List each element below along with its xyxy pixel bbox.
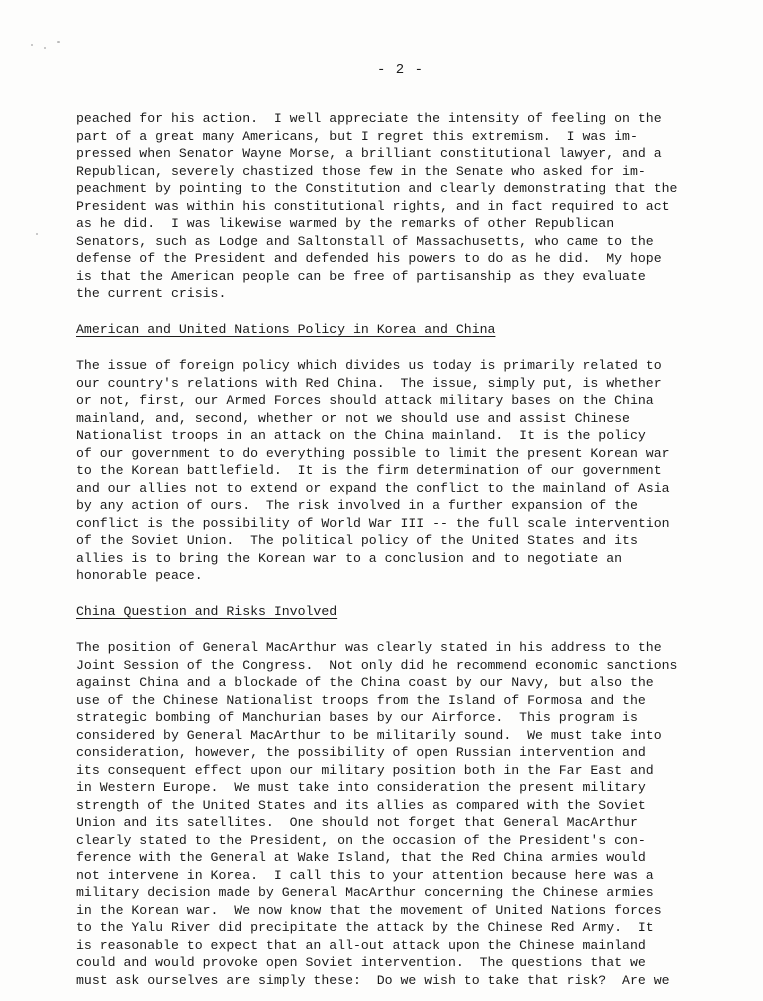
text-line: of our government to do everything possible to limit the present Korean war [76, 445, 670, 461]
text-line: Nationalist troops in an attack on the China mainland. It is the policy [76, 428, 646, 443]
text-line: is that the American people can be free of partisanship as they evaluate [76, 268, 646, 284]
page-number: - 2 - [376, 62, 424, 78]
text-line: in the Korean war. We now know that the movement of United Nations forces [76, 902, 662, 918]
text-line: allies is to bring the Korean war to a conclusion and to negotiate an [76, 550, 623, 566]
text-line: and our allies not to extend or expand the conflict to the mainland of Asia [76, 480, 670, 496]
paragraph-2 [76, 357, 686, 585]
text-line: pressed when Senator Wayne Morse, a brilliant constitutional lawyer, and a [76, 146, 662, 161]
text-line: The issue of foreign policy which divides us today is primarily related to [76, 358, 662, 373]
text-line: by any action of ours. The risk involved in a further expansion of the [76, 498, 638, 513]
text-line: must ask ourselves are simply these: Do we wish to take that risk? Are we [76, 972, 670, 988]
text-line: to the Yalu River did precipitate the attack by the Chinese Red Army. It [76, 920, 654, 935]
text-line: Senators, such as Lodge and Saltonstall of Massachusetts, who came to the [76, 233, 654, 249]
text-line: is reasonable to expect that an all-out attack upon the Chinese mainland [76, 937, 646, 953]
text-line: against China and a blockade of the China coast by our Navy, but also the [76, 675, 654, 690]
text-line: President was within his constitutional rights, and in fact required to act [76, 198, 670, 214]
text-line: defense of the President and defended his powers to do as he did. My hope [76, 251, 662, 266]
text-line: or not, first, our Armed Forces should attack military bases on the China [76, 393, 654, 408]
paragraph-1 [76, 110, 686, 303]
text-line: mainland, and, second, whether or not we should use and assist Chinese [76, 410, 630, 426]
text-line: our country's relations with Red China. The issue, simply put, is whether [76, 375, 662, 391]
text-line: of the Soviet Union. The political policy of the United States and its [76, 533, 638, 548]
text-line: not intervene in Korea. I call this to your attention because here was a [76, 867, 654, 883]
text-line: could and would provoke open Soviet intervention. The questions that we [76, 955, 646, 970]
section-heading-china-question: China Question and Risks Involved [76, 603, 338, 619]
text-line: conflict is the possibility of World War III -- the full scale intervention [76, 515, 670, 531]
paper-speck [57, 41, 60, 43]
text-line: as he did. I was likewise warmed by the remarks of other Republican [76, 216, 615, 231]
paper-speck [31, 44, 33, 46]
text-line: consideration, however, the possibility of open Russian intervention and [76, 745, 646, 760]
text-line: strategic bombing of Manchurian bases by our Airforce. This program is [76, 710, 638, 725]
text-line: Republican, severely chastized those few in the Senate who asked for im- [76, 163, 646, 179]
text-line: Union and its satellites. One should not forget that General MacArthur [76, 815, 638, 830]
text-line: to the Korean battlefield. It is the firm determination of our government [76, 463, 662, 478]
text-line: strength of the United States and its allies as compared with the Soviet [76, 797, 646, 813]
document-body [76, 110, 686, 989]
paper-speck [44, 47, 46, 49]
text-line: Joint Session of the Congress. Not only did he recommend economic sanctions [76, 657, 678, 673]
text-line: clearly stated to the President, on the occasion of the President's con- [76, 832, 646, 848]
text-line: honorable peace. [76, 568, 203, 583]
text-line: The position of General MacArthur was clearly stated in his address to the [76, 640, 662, 655]
text-line: in Western Europe. We must take into consideration the present military [76, 780, 646, 795]
text-line: part of a great many Americans, but I regret this extremism. I was im- [76, 128, 638, 144]
section-heading-korea-china-policy: American and United Nations Policy in Korea and China [76, 321, 496, 337]
text-line: its consequent effect upon our military position both in the Far East and [76, 762, 654, 778]
text-line: the current crisis. [76, 286, 227, 301]
text-line: ference with the General at Wake Island, that the Red China armies would [76, 850, 646, 865]
text-line: peached for his action. I well appreciate the intensity of feeling on the [76, 111, 662, 126]
text-line: peachment by pointing to the Constitution and clearly demonstrating that the [76, 181, 678, 196]
text-line: use of the Chinese Nationalist troops from the Island of Formosa and the [76, 692, 646, 708]
text-line: considered by General MacArthur to be militarily sound. We must take into [76, 727, 662, 743]
paragraph-3 [76, 639, 686, 989]
text-line: military decision made by General MacArthur concerning the Chinese armies [76, 885, 654, 900]
paper-speck [36, 233, 38, 235]
